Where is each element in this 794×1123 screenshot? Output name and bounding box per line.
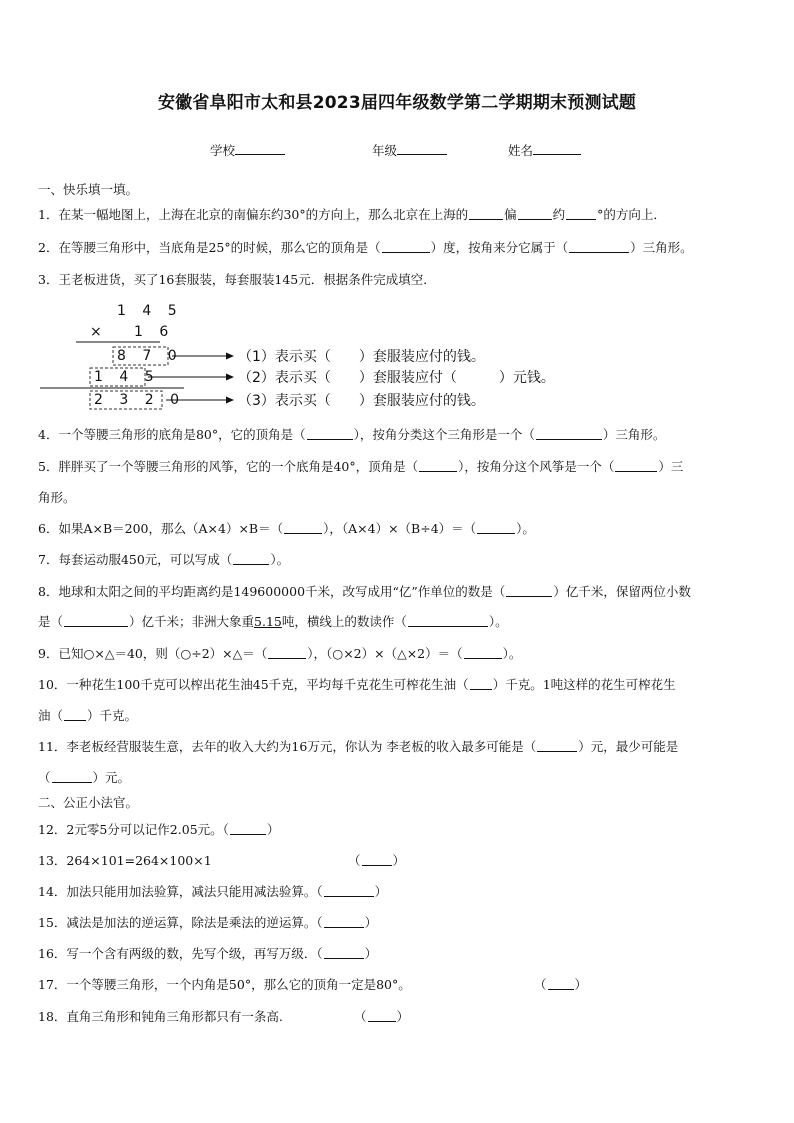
name-blank[interactable]	[533, 141, 581, 155]
q1-blank-2[interactable]	[518, 207, 552, 220]
school-label: 学校	[210, 143, 236, 158]
q12-blank[interactable]	[230, 822, 266, 835]
q4-blank-1[interactable]	[307, 427, 353, 440]
question-10-cont: 油（ ）千克。	[38, 708, 138, 723]
q10-blank-2[interactable]	[64, 708, 86, 721]
school-field	[210, 141, 285, 159]
q5-blank-2[interactable]	[615, 459, 657, 472]
q2-blank-2[interactable]	[569, 240, 629, 253]
page-title: 安徽省阜阳市太和县2023届四年级数学第二学期期末预测试题	[157, 93, 637, 113]
section-2-heading: 二、公正小法官。	[38, 795, 139, 810]
section-1-heading: 一、快乐填一填。	[38, 182, 139, 197]
q17-blank[interactable]	[548, 977, 574, 990]
times-sign: ×	[90, 324, 108, 340]
name-label: 姓名	[508, 143, 534, 158]
q14-blank[interactable]	[324, 884, 374, 897]
q11-blank-1[interactable]	[537, 739, 577, 752]
q11-blank-2[interactable]	[52, 770, 92, 783]
q4-blank-2[interactable]	[536, 427, 602, 440]
q8-blank-2[interactable]	[64, 614, 128, 627]
q10-blank-1[interactable]	[470, 677, 492, 690]
multiplicand: 1 4 5	[117, 303, 183, 319]
question-11-cont: （ ）元。	[38, 770, 131, 785]
q1-blank-1[interactable]	[469, 207, 503, 220]
question-13-judge: （ ）	[348, 853, 406, 868]
q9-blank-1[interactable]	[268, 646, 306, 659]
question-4: 4．一个等腰三角形的底角是80°，它的顶角是（ ），按角分类这个三角形是一个（ ）三角形。	[38, 427, 666, 442]
q1-blank-3[interactable]	[566, 207, 596, 220]
q6-blank-1[interactable]	[284, 521, 322, 534]
q9-blank-2[interactable]	[464, 646, 502, 659]
question-14: 14．加法只能用加法验算，减法只能用减法验算。（ ）	[38, 884, 388, 899]
question-18: 18．直角三角形和钝角三角形都只有一条高.	[38, 1009, 283, 1024]
school-blank[interactable]	[235, 141, 285, 155]
question-17-judge: （ ）	[534, 977, 588, 992]
question-8-cont: 是（ ）亿千米；非洲大象重5.15吨，横线上的数读作（ ）。	[38, 614, 508, 629]
question-9: 9．已知○×△＝40，则（○÷2）×△＝（ ），（○×2）×（△×2）＝（ ）。	[38, 646, 522, 661]
q13-blank[interactable]	[362, 853, 392, 866]
question-2: 2．在等腰三角形中，当底角是25°的时候，那么它的顶角是（ ）度，按角来分它属于（ ）三角形。	[38, 240, 693, 255]
grade-label: 年级	[372, 143, 398, 158]
multiplier: 1 6	[134, 324, 175, 340]
question-17: 17．一个等腰三角形，一个内角是50°，那么它的顶角一定是80°。	[38, 977, 411, 992]
question-15: 15．减法是加法的逆运算，除法是乘法的逆运算。（ ）	[38, 915, 378, 930]
question-16: 16．写一个含有两级的数，先写个级，再写万级．（ ）	[38, 946, 378, 961]
grade-blank[interactable]	[397, 141, 447, 155]
multiplication-diagram	[38, 300, 598, 415]
question-18-judge: （ ）	[354, 1009, 410, 1024]
question-10: 10．一种花生100千克可以榨出花生油45千克，平均每千克花生可榨花生油（ ）千克。1吨这样的花生可榨花生	[38, 677, 676, 692]
q18-blank[interactable]	[368, 1009, 396, 1022]
question-11: 11．李老板经营服装生意，去年的收入大约为16万元，你认为 李老板的收入最多可能是（ ）元，最少可能是	[38, 739, 679, 754]
grade-field	[372, 141, 447, 159]
explain-line-1: （1）表示买（ ）套服装应付的钱。	[238, 349, 485, 365]
question-7: 7．每套运动服450元，可以写成（ ）。	[38, 552, 290, 567]
q8-blank-1[interactable]	[506, 584, 552, 597]
question-12: 12．2元零5分可以记作2.05元。（ ）	[38, 822, 280, 837]
question-1: 1．在某一幅地图上，上海在北京的南偏东约30°的方向上，那么北京在上海的 偏 约 °的方向上．	[38, 207, 666, 222]
product-sum: 2 3 2 0	[94, 392, 185, 408]
explain-line-3: （3）表示买（ ）套服装应付的钱。	[238, 393, 485, 409]
question-8: 8．地球和太阳之间的平均距离约是149600000千米，改写成用“亿”作单位的数是（ ）亿千米，保留两位小数	[38, 584, 691, 599]
partial-product-2: 1 4 5	[94, 369, 160, 385]
q5-blank-1[interactable]	[419, 459, 457, 472]
q15-blank[interactable]	[324, 915, 364, 928]
q7-blank[interactable]	[233, 552, 269, 565]
partial-product-1: 8 7 0	[117, 348, 183, 364]
q6-blank-2[interactable]	[477, 521, 515, 534]
question-5-cont: 角形。	[38, 490, 76, 505]
name-field	[508, 141, 581, 159]
question-13: 13．264×101=264×100×1	[38, 853, 212, 868]
q2-blank-1[interactable]	[382, 240, 430, 253]
question-3: 3．王老板进货，买了16套服装，每套服装145元．根据条件完成填空．	[38, 272, 436, 287]
question-6: 6．如果A×B＝200，那么（A×4）×B＝（ ），（A×4）×（B÷4）＝（ ）。	[38, 521, 535, 536]
question-5: 5．胖胖买了一个等腰三角形的风筝，它的一个底角是40°，顶角是（ ），按角分这个风筝是一个（ ）三	[38, 459, 684, 474]
q16-blank[interactable]	[324, 946, 364, 959]
q8-blank-3[interactable]	[408, 614, 488, 627]
explain-line-2: （2）表示买（ ）套服装应付（ ）元钱。	[238, 370, 555, 386]
